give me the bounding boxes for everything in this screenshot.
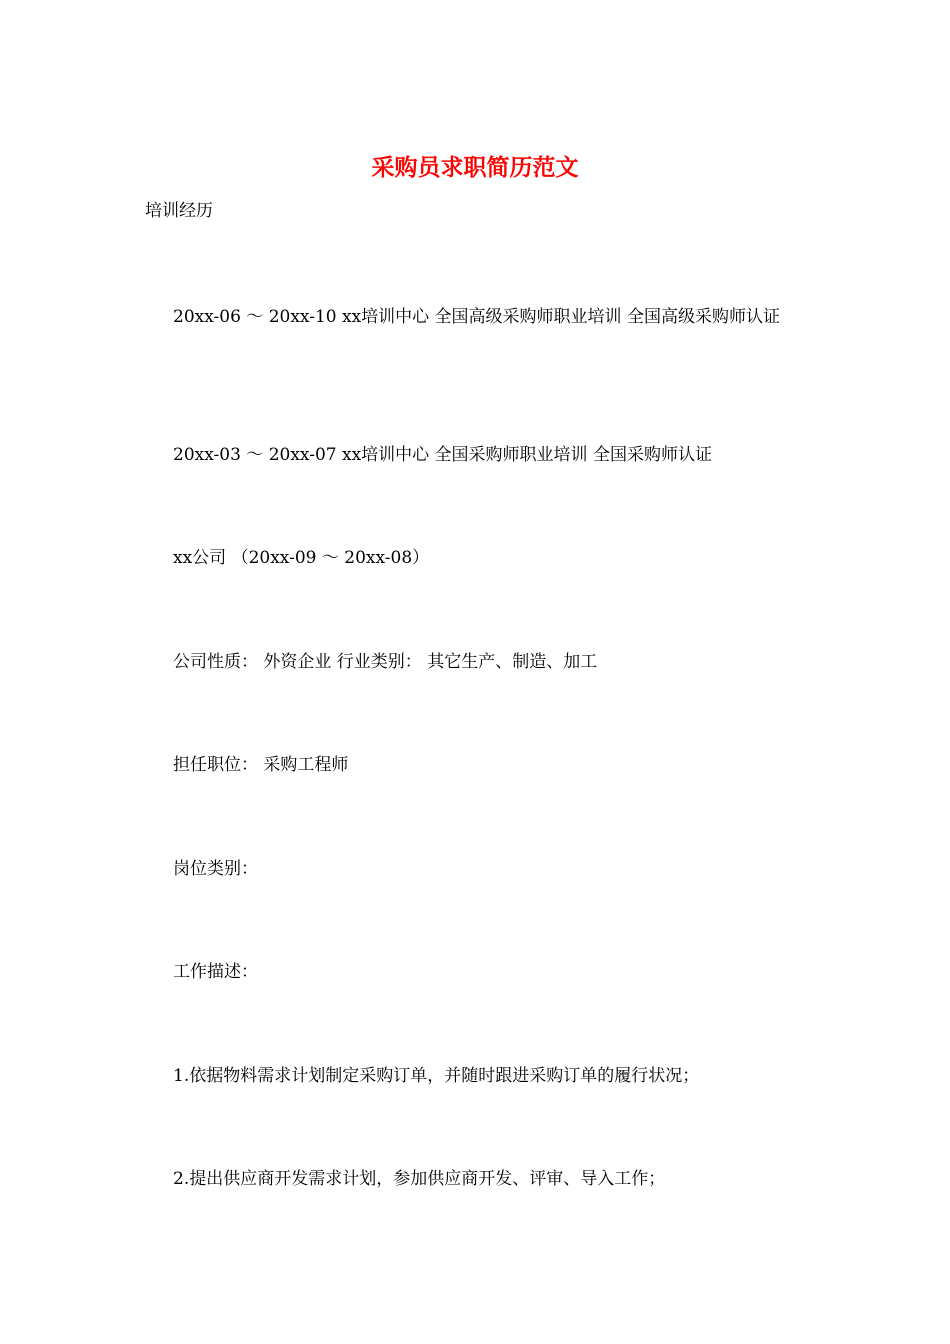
document-title: 采购员求职简历范文 xyxy=(371,154,579,181)
company-nature-line: 公司性质： 外资企业 行业类别： 其它生产、制造、加工 xyxy=(173,652,598,672)
duty-item-1: 1.依据物料需求计划制定采购订单，并随时跟进采购订单的履行状况； xyxy=(173,1066,700,1086)
position-category-line: 岗位类别： xyxy=(173,859,258,879)
training-entry-2: 20xx-03 ～ 20xx-07 xx培训中心 全国采购师职业培训 全国采购师认证 xyxy=(173,445,712,465)
job-description-label: 工作描述： xyxy=(173,962,258,982)
duty-item-2: 2.提出供应商开发需求计划，参加供应商开发、评审、导入工作； xyxy=(173,1169,666,1189)
section-heading-training: 培训经历 xyxy=(145,201,213,221)
training-entry-1: 20xx-06 ～ 20xx-10 xx培训中心 全国高级采购师职业培训 全国高级采购师认证 xyxy=(173,307,780,327)
company-line: xx公司 （20xx-09 ～ 20xx-08） xyxy=(173,548,430,568)
position-line: 担任职位： 采购工程师 xyxy=(173,755,349,775)
